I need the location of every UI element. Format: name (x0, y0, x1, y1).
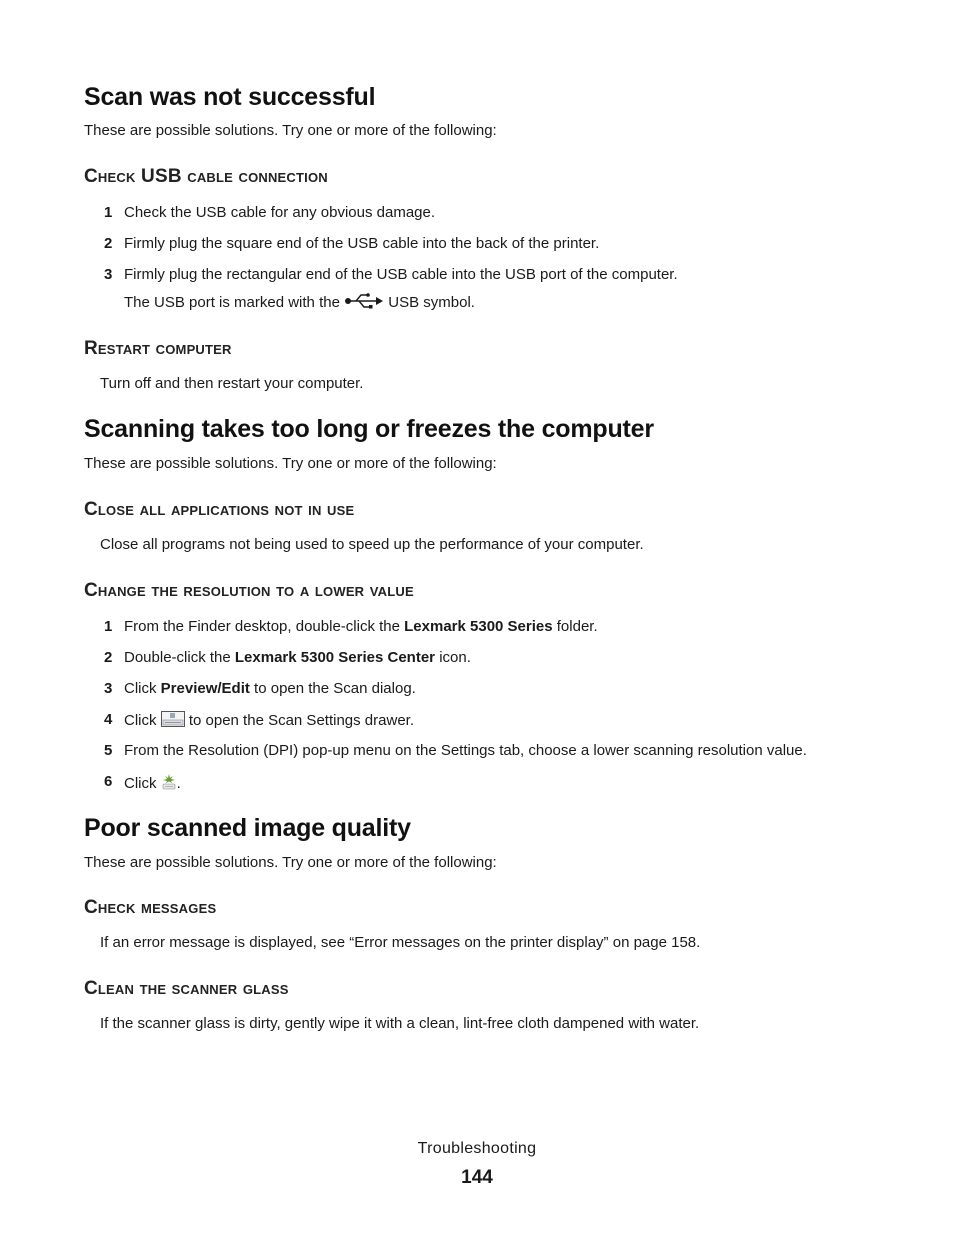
step-text-pre: Click (124, 680, 157, 697)
step-number: 5 (104, 742, 113, 759)
step-text-post: folder. (556, 618, 598, 635)
step-number: 4 (104, 711, 113, 728)
subheading-clean-scanner-glass: Clean the scanner glass (84, 978, 289, 999)
step-text-bold: Preview/Edit (160, 680, 250, 697)
step-number: 1 (104, 204, 113, 221)
step-text-pre: Click (124, 774, 157, 792)
section-heading-poor-image-quality: Poor scanned image quality (84, 814, 411, 842)
step-text: Firmly plug the rectangular end of the USB cable into the USB port of the computer. (124, 266, 678, 283)
step-text-post: to open the Scan Settings drawer. (188, 711, 414, 729)
step-text-bold: Lexmark 5300 Series (404, 618, 553, 635)
usb-icon (344, 293, 384, 313)
scan-button-icon (161, 773, 177, 795)
subheading-change-resolution: Change the resolution to a lower value (84, 580, 414, 601)
usb-note-after: USB symbol. (388, 293, 475, 311)
section-intro: These are possible solutions. Try one or more of the following: (84, 455, 497, 472)
step-number: 1 (104, 618, 113, 635)
subheading-restart-computer: Restart computer (84, 338, 232, 359)
section-intro: These are possible solutions. Try one or more of the following: (84, 122, 497, 139)
step-text (124, 773, 181, 795)
step-number: 2 (104, 649, 113, 666)
subheading-check-usb: Check USB cable connection (84, 166, 328, 187)
step-text (124, 680, 416, 697)
step-number: 2 (104, 235, 113, 252)
paragraph: Turn off and then restart your computer. (100, 375, 364, 392)
step-text: Check the USB cable for any obvious damage. (124, 204, 436, 221)
section-heading-scan-not-successful: Scan was not successful (84, 83, 376, 111)
section-intro: These are possible solutions. Try one or more of the following: (84, 854, 497, 871)
step-text: Firmly plug the square end of the USB cable into the back of the printer. (124, 235, 600, 252)
step-text (124, 711, 414, 731)
subheading-check-messages: Check messages (84, 897, 217, 918)
step-text-pre: Click (124, 711, 157, 729)
usb-note-before: The USB port is marked with the (124, 293, 340, 311)
paragraph: Close all programs not being used to speed up the performance of your computer. (100, 536, 644, 553)
page-number: 144 (461, 1167, 493, 1188)
subheading-close-applications: Close all applications not in use (84, 499, 355, 520)
step-text (124, 649, 471, 666)
step-number: 6 (104, 773, 113, 790)
footer-chapter-label: Troubleshooting (417, 1140, 537, 1157)
scan-settings-icon (161, 711, 185, 731)
section-heading-scanning-too-long: Scanning takes too long or freezes the computer (84, 415, 654, 443)
step-number: 3 (104, 266, 113, 283)
step-text-bold: Lexmark 5300 Series Center (234, 649, 436, 666)
step-text: From the Resolution (DPI) pop-up menu on the Settings tab, choose a lower scanning resolution value. (124, 742, 807, 759)
step-text-pre: Double-click the (124, 649, 231, 666)
usb-note (124, 293, 475, 313)
step-text-post: to open the Scan dialog. (254, 680, 416, 697)
step-text (124, 618, 598, 635)
step-text-post: icon. (439, 649, 471, 666)
paragraph: If an error message is displayed, see “Error messages on the printer display” on page 158. (100, 934, 701, 951)
step-number: 3 (104, 680, 113, 697)
step-text-post: . (176, 774, 181, 792)
paragraph: If the scanner glass is dirty, gently wipe it with a clean, lint-free cloth dampened with water. (100, 1015, 700, 1032)
step-text-pre: From the Finder desktop, double-click the (124, 618, 400, 635)
